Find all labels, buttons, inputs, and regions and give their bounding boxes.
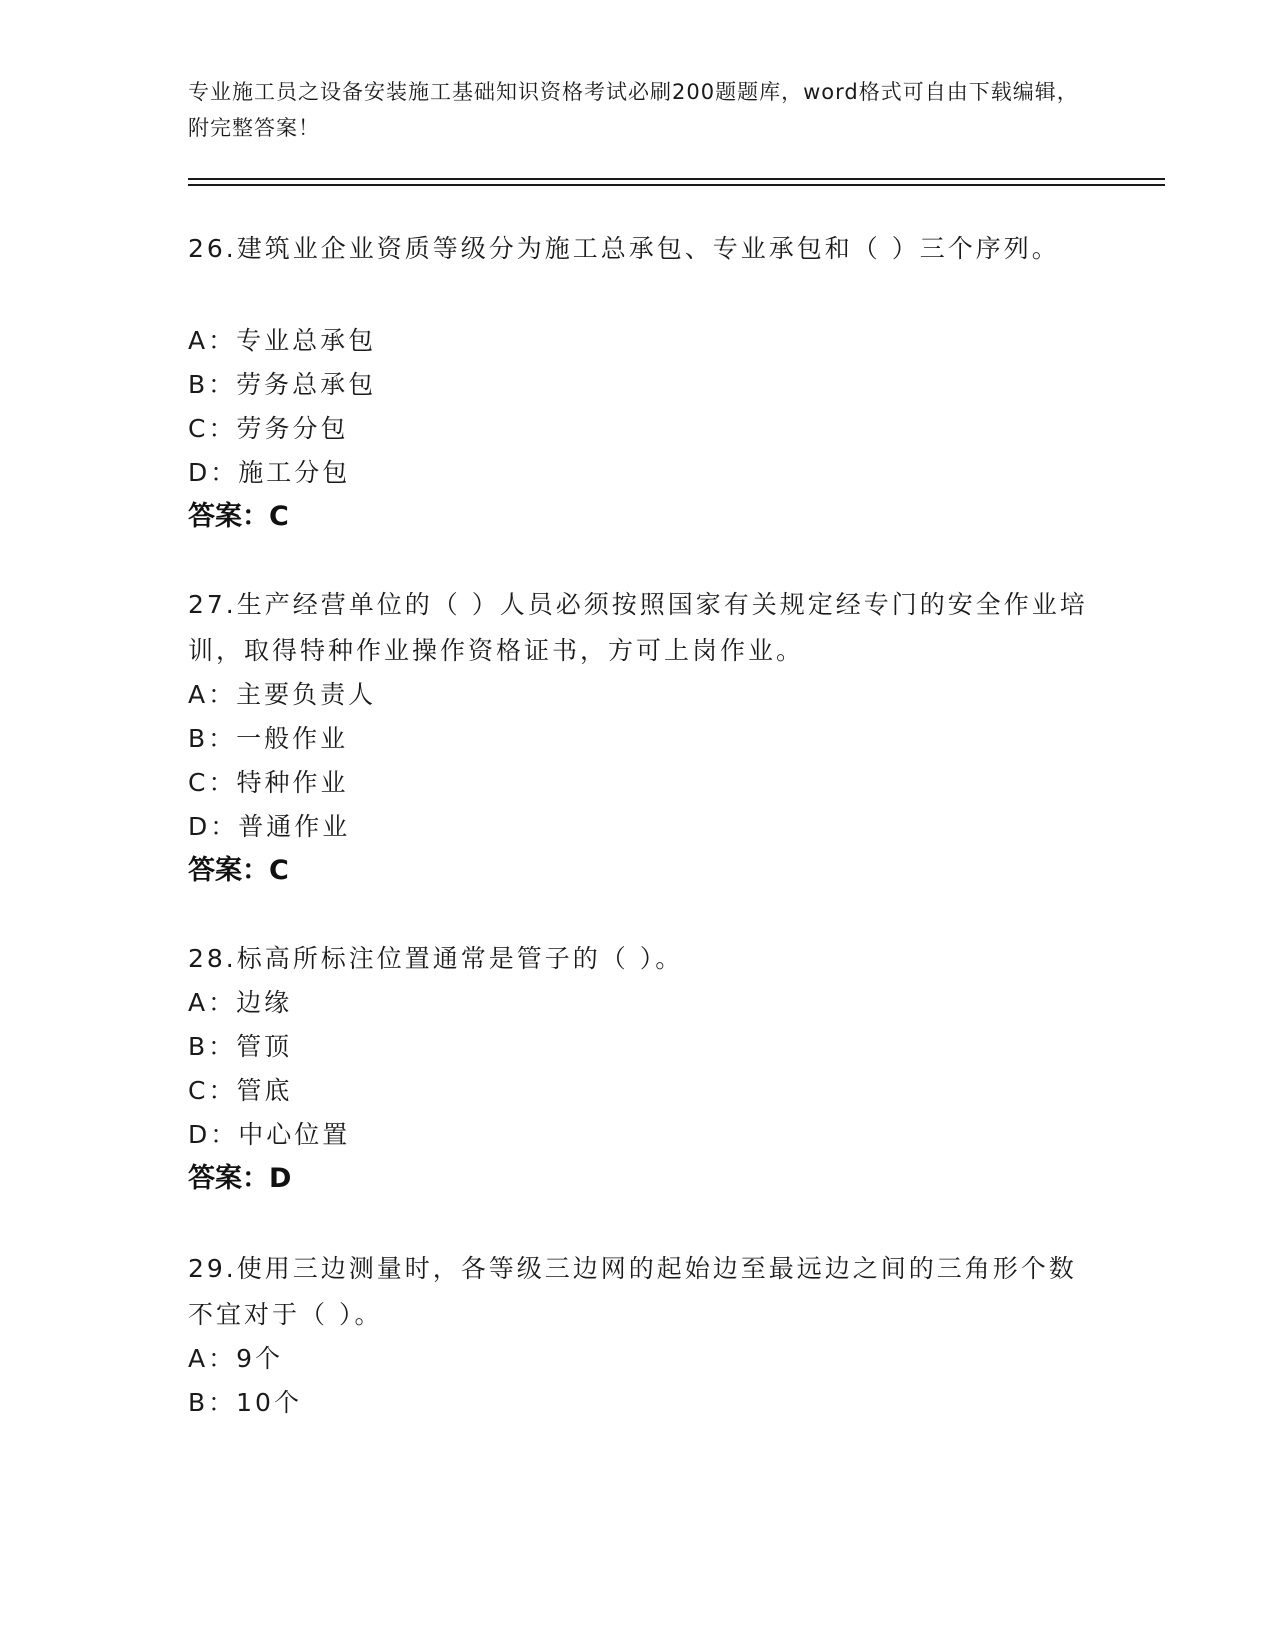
question-28-option-b: B：管顶 — [188, 1032, 293, 1061]
question-28-option-d: D：中心位置 — [188, 1120, 351, 1149]
document-header: 专业施工员之设备安装施工基础知识资格考试必刷200题题库，word格式可自由下载编辑，附完整答案！ — [188, 80, 1079, 140]
question-27-option-b: B：一般作业 — [188, 724, 349, 753]
question-28-option-a: A：边缘 — [188, 988, 293, 1017]
question-28-answer: 答案：D — [188, 1163, 292, 1194]
question-27-option-c: C：特种作业 — [188, 768, 349, 797]
question-29-text: 29.使用三边测量时，各等级三边网的起始边至最远边之间的三角形个数不宜对于（ ）。 — [188, 1254, 1077, 1329]
header-divider-top — [188, 178, 1165, 180]
question-27-option-a: A：主要负责人 — [188, 680, 377, 709]
question-27-answer: 答案：C — [188, 855, 289, 886]
header-divider-bottom — [188, 184, 1165, 186]
question-28-text: 28.标高所标注位置通常是管子的（ ）。 — [188, 944, 684, 973]
question-26-option-b: B：劳务总承包 — [188, 370, 377, 399]
question-26-text: 26.建筑业企业资质等级分为施工总承包、专业承包和（ ）三个序列。 — [188, 234, 1060, 263]
question-26-option-d: D：施工分包 — [188, 458, 351, 487]
question-29-option-b: B：10个 — [188, 1388, 302, 1417]
question-27-option-d: D：普通作业 — [188, 812, 351, 841]
question-26-option-a: A：专业总承包 — [188, 326, 377, 355]
question-29-option-a: A：9个 — [188, 1344, 284, 1373]
question-26-answer: 答案：C — [188, 501, 289, 532]
question-27-text: 27.生产经营单位的（ ）人员必须按照国家有关规定经专门的安全作业培训，取得特种作业操作资格证书，方可上岗作业。 — [188, 590, 1088, 665]
question-26-option-c: C：劳务分包 — [188, 414, 349, 443]
question-28-option-c: C：管底 — [188, 1076, 293, 1105]
